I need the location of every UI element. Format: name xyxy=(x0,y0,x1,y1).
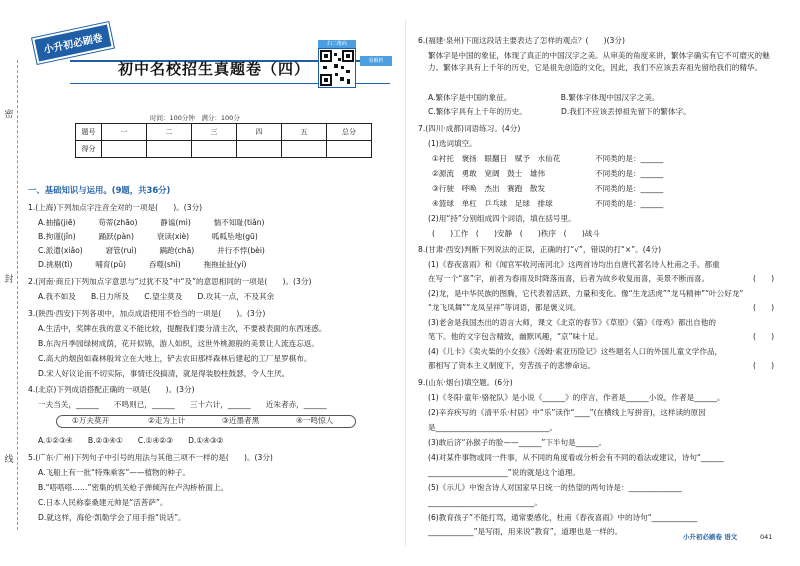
score-header-cell: 总分 xyxy=(327,124,372,141)
side-tag: 看解析 xyxy=(360,56,392,66)
q8-item-3b: 笔下。他的文字包含精致，幽默风趣，“京”味十足。 xyxy=(428,332,603,341)
q3-option-a[interactable]: A.生活中，奖牌在我的意义不能比较，提醒我们要分清主次，不要被表面的东西迷惑。 xyxy=(38,324,327,333)
q6-option-a[interactable]: A.繁体字是中国的象征。 B.繁体字体现中国汉字之美。 xyxy=(428,93,660,102)
question-1: 1.(上海)下列加点字注音全对的一项是( )。(3分) xyxy=(28,203,203,212)
score-header-cell: 一 xyxy=(102,124,147,141)
q1-option-a[interactable]: A.抽搐(jiē) 苟蒂(zhāo) 静谧(mì) 惴不知耻(tiǎn) xyxy=(38,218,265,227)
q4-chip: ②走为上计 xyxy=(148,416,186,425)
q9-item-2b[interactable]: 是______________________________。 xyxy=(428,423,558,432)
q4-stems: 一夫当关，______ 不鸣则已，______ 三十六计，______ 近朱者赤，______ xyxy=(38,400,327,409)
score-input-cell[interactable] xyxy=(192,141,237,158)
q7-blank-3[interactable]: 不同类的是：______ xyxy=(595,184,664,193)
q7-blank-2[interactable]: 不同类的是：______ xyxy=(595,169,664,178)
time-info: 时间：100分钟 满分：100分 xyxy=(150,114,240,122)
q6-option-c[interactable]: C.繁体字具有上千年的历史。 D.我们不应该丢掉祖先留下的繁体字。 xyxy=(428,107,691,116)
q9-item-5b[interactable]: ____________________________。 xyxy=(428,498,542,507)
score-input-cell[interactable] xyxy=(327,141,372,158)
q9-item-6a[interactable]: (6)教育孩子“不能打骂，通常要感化，杜甫《春夜喜雨》中的诗句“____________ xyxy=(428,513,698,522)
q8-item-2b: “龙飞凤舞”“龙凤呈祥”等词语，都是褒义词。 xyxy=(428,303,581,312)
q9-item-5a[interactable]: (5)《示儿》中饱含诗人对国家早日统一的热望的两句诗是：______________ xyxy=(428,483,682,492)
q7-group-3: ③行驶 呼唤 杰出 赛跑 散发 xyxy=(432,184,546,193)
q8-item-1a: (1)《春夜喜雨》和《闻官军收河南河北》这两首诗均出自唐代著名诗人杜甫之手。都重 xyxy=(428,260,720,269)
q9-item-4a[interactable]: (4)对某件事物或同一件事，从不同的角度看或分析会有不同的看法或建议，诗句“______ xyxy=(428,453,724,462)
q7-group-2: ②源流 勇敢 宽阔 鼓士 雄伟 xyxy=(432,169,546,178)
qr-label: 扫二维码 xyxy=(318,40,356,49)
q3-option-d[interactable]: D.宋人好议论而不切实际，事情还没搞清，就是得装胶柱鼓瑟，令人生厌。 xyxy=(38,369,290,378)
q7-paren-row[interactable]: ( )工作 ( )安静 ( )秩序 ( )战斗 xyxy=(432,229,600,238)
column-divider xyxy=(405,20,406,546)
score-header-cell: 四 xyxy=(237,124,282,141)
score-table xyxy=(75,123,372,158)
score-input-cell[interactable] xyxy=(147,141,192,158)
q9-item-6b[interactable]: ____________”是写雨，用来说“教育”，道理也是一样的。 xyxy=(428,527,623,536)
score-header-cell: 五 xyxy=(282,124,327,141)
seal-char-2: 封 xyxy=(4,275,14,285)
question-7: 7.(四川·成都)词语练习。(4分) xyxy=(418,124,521,133)
q3-option-c[interactable]: C.高大的烟囱如森林般耸立在大地上，铲去农田那样森林后建起的工厂星罗棋布。 xyxy=(38,354,312,363)
q8-paren[interactable]: ( ) xyxy=(753,303,775,312)
score-header-cell: 三 xyxy=(192,124,237,141)
question-8: 8.(甘肃·西安)判断下列说法的正误，正确的打“√”，错误的打“×”。(4分) xyxy=(418,245,662,254)
q4-chip: ③近墨者黑 xyxy=(222,416,260,425)
score-label-cell: 得分 xyxy=(76,141,102,158)
q5-option-a[interactable]: A.飞船上有一批“特殊乘客”——植物的种子。 xyxy=(38,468,191,477)
q7-blank-1[interactable]: 不同类的是：______ xyxy=(595,154,664,163)
q9-item-3[interactable]: (3)敢后济“孙猴子的脸——______”下半句是______。 xyxy=(428,438,607,447)
q8-item-4a: (4)《儿卡》《卖火柴的小女孩》《汤姆·索亚历险记》这些题名人口的外国儿童文学作品， xyxy=(428,347,723,356)
q4-options[interactable]: A.①②③④ B.②③④① C.①④②③ D.①④③② xyxy=(38,436,224,445)
question-2: 2.(河南·商丘)下列加点字意思与“过犹不及”中“及”的意思相同的一项是( )。(3分) xyxy=(28,277,312,286)
q7-group-1: ①衬托 褒扬 眼翻日 赋予 水仙花 xyxy=(432,154,561,163)
q5-option-d[interactable]: D.就这样，海伦·凯勒学会了用手指“说话”。 xyxy=(38,513,186,522)
q8-paren[interactable]: ( ) xyxy=(753,332,775,341)
question-4: 4.(北京)下列成语搭配正确的一项是( )。(3分) xyxy=(28,385,195,394)
q7-sub-2: (2)用“持”分别组成四个词语，填在括号里。 xyxy=(428,214,576,223)
q7-sub-1: (1)选词填空。 xyxy=(428,139,477,148)
q9-item-4b[interactable]: _____________________”说的就是这个道理。 xyxy=(428,468,581,477)
score-input-cell[interactable] xyxy=(282,141,327,158)
score-header-cell: 题号 xyxy=(76,124,102,141)
q4-chip: ④一鸣惊人 xyxy=(296,416,334,425)
q4-chip: ①万夫莫开 xyxy=(72,416,110,425)
score-input-cell[interactable] xyxy=(237,141,282,158)
section-heading: 一、基础知识与运用。(9题，共36分) xyxy=(28,185,171,195)
q9-item-1[interactable]: (1)《冬阳·童年·骆驼队》是小说《______》的序言，作者是______小说，作者是______。 xyxy=(428,393,725,402)
footer-label: 小升初必刷卷 语文 xyxy=(683,533,738,541)
seal-char-3: 线 xyxy=(4,455,14,465)
q8-paren[interactable]: ( ) xyxy=(753,274,775,283)
q8-item-3a: (3)老舍是我国杰出的语言大师，课文《北京的春节》《草原》《猫》《母鸡》都出自他的 xyxy=(428,318,716,327)
q7-group-4: ④篮球 单杠 乒乓球 足球 排球 xyxy=(432,199,553,208)
question-3: 3.(陕西·西安)下列各项中，加点成语使用不恰当的一项是( )。(3分) xyxy=(28,309,266,318)
q1-option-c[interactable]: C.派遣(xiǎo) 窘管(ruì) 蹒跄(chā) 并行不悖(bèi) xyxy=(38,246,265,255)
q1-option-d[interactable]: D.挑剔(tì) 哺育(pǔ) 吞噬(shì) 拖拖扯扯(yí) xyxy=(38,260,247,269)
question-9: 9.(山东·烟台)填空题。(6分) xyxy=(418,378,513,387)
q1-option-b[interactable]: B.拘谨(jǐn) 踊跃(pàn) 衰读(xiè) 呱呱坠地(gū) xyxy=(38,232,258,241)
q9-item-2a[interactable]: (2)辛弃疾写的《清平乐·村居》中“乐”读作“____”(在横线上写拼音)，这样读的原因 xyxy=(428,408,706,417)
q8-item-1b: 在写一个“喜”字，前者为春雨及时降落而喜，后者为故乡收复而喜，美景不断而喜。 xyxy=(428,274,710,283)
qr-code-icon[interactable] xyxy=(318,48,356,88)
q5-option-b[interactable]: B.“嗒嗒嗒……”密集的机关枪子弹倾泻在卢沟桥桥面上。 xyxy=(38,483,229,492)
q6-passage: 繁体字是中国的象征，体现了真正的中国汉字之美。从审美的角度来讲，繁体字确实有它不可磨灭的魅力。繁体字具有上千年的历史，它是祖先创造的文化，因此，我们不应该丢弃祖先留给我们的精华。 xyxy=(428,51,770,72)
page-title: 初中名校招生真题卷（四） xyxy=(118,60,311,78)
q7-blank-4[interactable]: 不同类的是：______ xyxy=(595,199,664,208)
q3-option-b[interactable]: B.东沟月季园绿树成荫，花开似锦，游人如织，这世外桃源般的美景让人流连忘返。 xyxy=(38,339,319,348)
q2-options[interactable]: A.我不如及 B.日力所及 C.望尘莫及 D.攻其一点，不及其余 xyxy=(38,292,275,301)
q5-option-c[interactable]: C.日本人民称泰桑建元帅是“活菩萨”。 xyxy=(38,498,168,507)
page-number: 041 xyxy=(760,533,773,541)
brand-badge: 小升初必刷卷 xyxy=(32,22,114,64)
question-5: 5.(广东·广州)下列句子中引号的用法与其他三项不一样的是( )。(3分) xyxy=(28,453,273,462)
score-header-cell: 二 xyxy=(147,124,192,141)
q8-paren[interactable]: ( ) xyxy=(753,361,775,370)
seal-char-1: 密 xyxy=(4,110,14,120)
q8-item-2a: (2)龙，是中华民族的图腾，它代表着活跃、力量和变化。像“生龙活虎”“龙马精神”“叶公好龙” xyxy=(428,289,744,298)
score-input-cell[interactable] xyxy=(102,141,147,158)
question-6: 6.(福建·泉州)下面这段话主要表达了怎样的观点？( )(3分) xyxy=(418,36,625,45)
q8-item-4b: 都相写了资本主义制度下，穷苦孩子的悲惨命运。 xyxy=(428,361,596,370)
